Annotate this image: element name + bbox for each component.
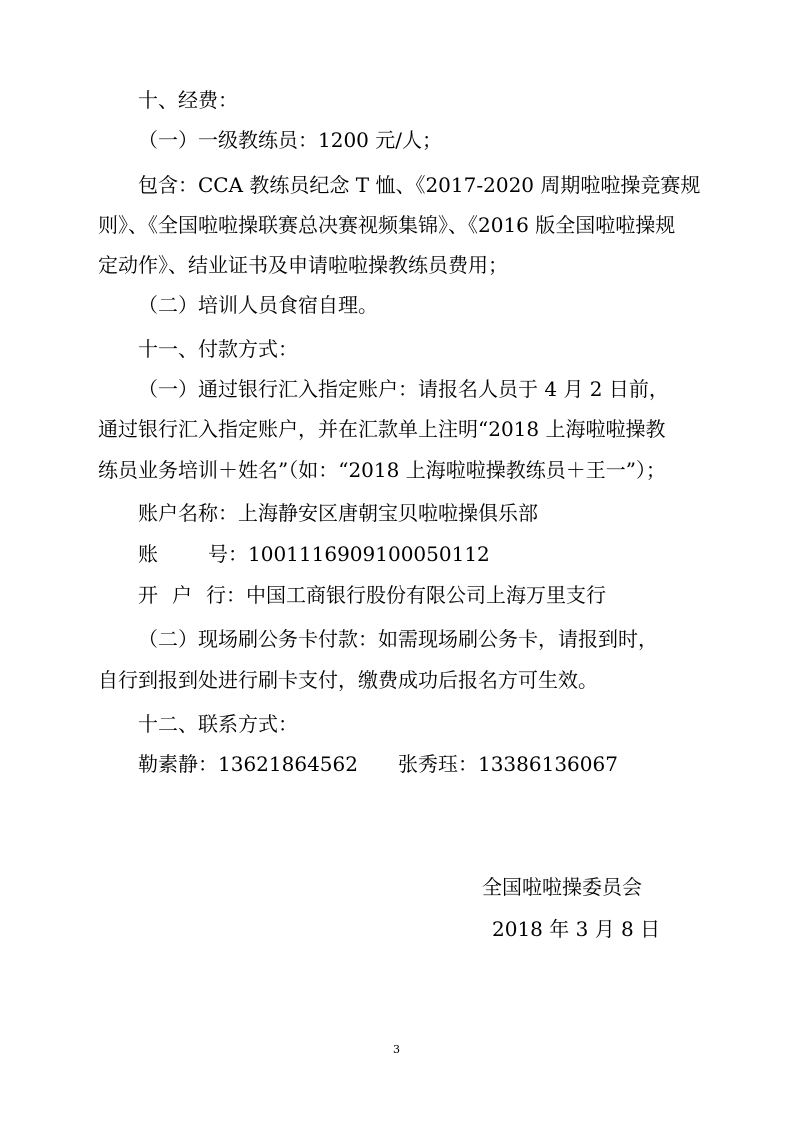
account-name-label: 账户名称： [138, 501, 238, 525]
page-number: 3 [393, 1043, 400, 1056]
fee-item-1: （一）一级教练员：1200 元/人； [138, 128, 442, 152]
fee-includes-line-2: 则》、《全国啦啦操联赛总决赛视频集锦》、《2016 版全国啦啦操规 [98, 213, 676, 237]
section-11-heading: 十一、付款方式： [138, 337, 298, 361]
account-name-row [138, 501, 538, 525]
signature-org: 全国啦啦操委员会 [482, 875, 642, 899]
bank-row [138, 583, 606, 607]
fee-item-2: （二）培训人员食宿自理。 [138, 293, 378, 317]
account-number-label-2: 号： [208, 542, 248, 566]
contact-1: 勒素静：13621864562 [138, 752, 358, 776]
contact-2: 张秀珏：13386136067 [397, 752, 618, 776]
bank-value: 中国工商银行股份有限公司上海万里支行 [246, 583, 606, 607]
fee-includes-line-1: 包含：CCA 教练员纪念 T 恤、《2017-2020 周期啦啦操竞赛规 [138, 173, 701, 197]
fee-includes-line-3: 定动作》、结业证书及申请啦啦操教练员费用； [98, 253, 508, 277]
payment-item-1-line-1: （一）通过银行汇入指定账户：请报名人员于 4 月 2 日前， [138, 377, 669, 401]
section-10-heading: 十、经费： [138, 88, 238, 112]
section-12-heading: 十二、联系方式： [138, 712, 298, 736]
payment-item-2-line-2: 自行到报到处进行刷卡支付，缴费成功后报名方可生效。 [98, 668, 598, 692]
payment-item-1-line-2: 通过银行汇入指定账户，并在汇款单上注明“2018 上海啦啦操教 [98, 417, 666, 441]
signature-date: 2018 年 3 月 8 日 [492, 917, 661, 941]
account-name-value: 上海静安区唐朝宝贝啦啦操俱乐部 [238, 501, 538, 525]
payment-item-2-line-1: （二）现场刷公务卡付款：如需现场刷公务卡，请报到时， [138, 627, 658, 651]
contacts-row [138, 752, 618, 776]
bank-label-1: 开 [138, 583, 158, 607]
account-number-value: 1001116909100050112 [248, 542, 490, 566]
bank-label-2: 户 [172, 583, 192, 607]
account-number-row [138, 542, 490, 566]
payment-item-1-line-3: 练员业务培训＋姓名”（如：“2018 上海啦啦操教练员＋王一”）； [98, 458, 666, 482]
bank-label-3: 行： [206, 583, 246, 607]
account-number-label-1: 账 [138, 542, 158, 566]
